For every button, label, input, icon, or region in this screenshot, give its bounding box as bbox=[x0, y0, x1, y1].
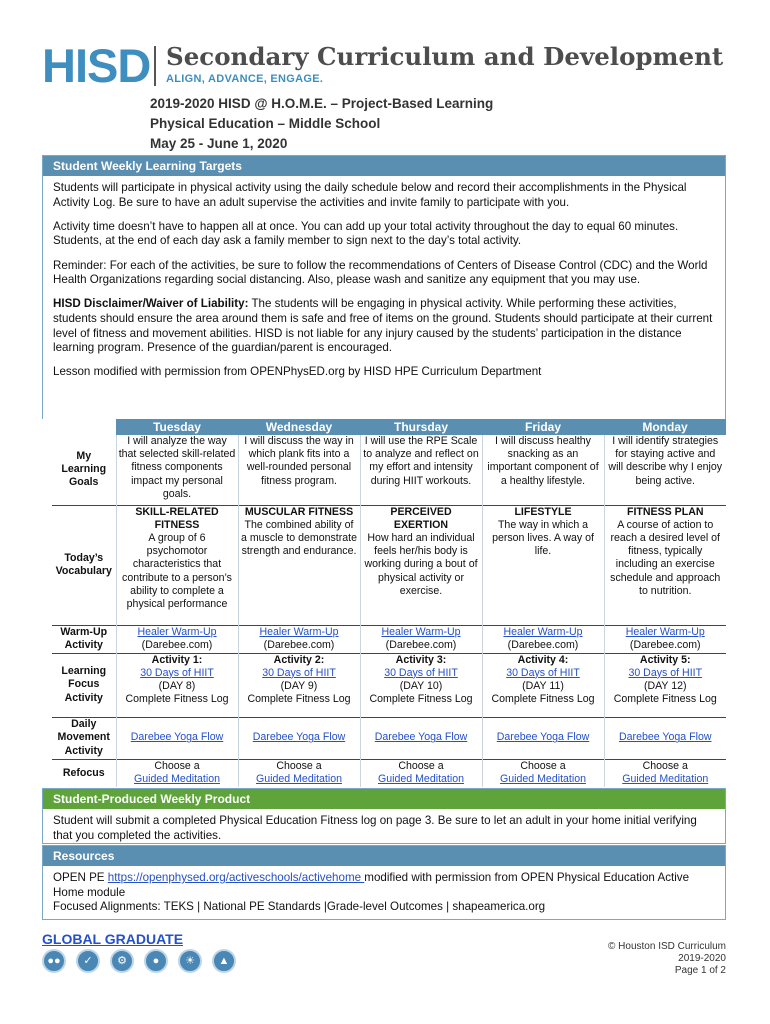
targets-paragraph: Activity time doesn’t have to happen all at once. You can add up your total activity throughout the day to equal 60 minutes. Students, at the end of each day ask a family member to sign next to the day’s total activity. bbox=[53, 219, 679, 248]
activity-day: (DAY 11) bbox=[522, 679, 564, 692]
goal-cell: I will discuss healthy snacking as an important component of a healthy lifestyle. bbox=[482, 435, 604, 505]
graduation-cap-icon: ▲ bbox=[212, 949, 236, 973]
activity-day: (DAY 9) bbox=[280, 679, 318, 692]
learning-targets-heading: Student Weekly Learning Targets bbox=[43, 156, 725, 176]
chat-icon: ● bbox=[144, 949, 168, 973]
activity-day: (DAY 8) bbox=[158, 679, 196, 692]
copyright: © Houston ISD Curriculum bbox=[608, 941, 726, 952]
resources-section bbox=[42, 845, 726, 920]
resources-heading: Resources bbox=[43, 846, 725, 866]
openphysed-link[interactable]: https://openphysed.org/activeschools/activehome bbox=[107, 871, 365, 884]
row-label: Daily Movement Activity bbox=[52, 717, 116, 759]
guided-meditation-link[interactable]: Guided Meditation bbox=[500, 772, 586, 785]
yoga-flow-link[interactable]: Darebee Yoga Flow bbox=[252, 731, 346, 744]
people-icon: ●● bbox=[42, 949, 66, 973]
vocab-cell bbox=[116, 505, 238, 625]
vocab-term: LIFESTYLE bbox=[514, 505, 572, 518]
goals-row bbox=[52, 435, 726, 505]
page-header bbox=[42, 39, 742, 92]
goal-cell: I will use the RPE Scale to analyze and reflect on my effort and intensity during HIIT workouts. bbox=[360, 435, 482, 505]
open-pe-label: OPEN PE bbox=[53, 871, 108, 884]
refocus-text: Choose a bbox=[398, 759, 444, 772]
guided-meditation-link[interactable]: Guided Meditation bbox=[378, 772, 464, 785]
refocus-text: Choose a bbox=[642, 759, 688, 772]
vocab-definition: The way in which a person lives. A way of life. bbox=[492, 518, 594, 558]
activity-number: Activity 1: bbox=[151, 653, 203, 666]
healer-warmup-link[interactable]: Healer Warm-Up bbox=[137, 625, 217, 638]
day-header: Wednesday bbox=[238, 419, 360, 435]
healer-warmup-link[interactable]: Healer Warm-Up bbox=[381, 625, 461, 638]
warmup-source: (Darebee.com) bbox=[263, 638, 335, 651]
vocab-term: MUSCULAR FITNESS bbox=[244, 505, 354, 518]
weekly-schedule bbox=[52, 419, 726, 787]
hiit-link[interactable]: 30 Days of HIIT bbox=[506, 666, 580, 679]
yoga-flow-link[interactable]: Darebee Yoga Flow bbox=[496, 731, 590, 744]
activity-number: Activity 5: bbox=[639, 653, 691, 666]
row-label: Today’s Vocabulary bbox=[52, 505, 116, 625]
daily-movement-row bbox=[52, 717, 726, 759]
learning-targets-section bbox=[42, 155, 726, 419]
vocab-cell bbox=[238, 505, 360, 625]
warmup-source: (Darebee.com) bbox=[629, 638, 701, 651]
refocus-text: Choose a bbox=[520, 759, 566, 772]
disclaimer-label: HISD Disclaimer/Waiver of Liability: bbox=[53, 297, 249, 311]
row-label: Learning Focus Activity bbox=[52, 653, 116, 717]
row-label: My Learning Goals bbox=[52, 435, 116, 505]
warmup-source: (Darebee.com) bbox=[507, 638, 579, 651]
healer-warmup-link[interactable]: Healer Warm-Up bbox=[625, 625, 705, 638]
activity-day: (DAY 12) bbox=[643, 679, 687, 692]
refocus-text: Choose a bbox=[276, 759, 322, 772]
vocab-term: PERCEIVED EXERTION bbox=[390, 505, 452, 531]
activity-number: Activity 2: bbox=[273, 653, 325, 666]
program-title: 2019-2020 HISD @ H.O.M.E. – Project-Based Learning bbox=[150, 96, 494, 111]
department-title: Secondary Curriculum and Development bbox=[166, 42, 724, 71]
day-header: Tuesday bbox=[116, 419, 238, 435]
refocus-text: Choose a bbox=[154, 759, 200, 772]
open-pe-credit: modified with permission from OPEN Physical Education Active Home module bbox=[53, 871, 690, 899]
day-header-row bbox=[52, 419, 726, 435]
vocab-definition: A course of action to reach a desired level of fitness, typically including an exercise schedule and approach to nutrition. bbox=[610, 518, 721, 597]
warmup-source: (Darebee.com) bbox=[141, 638, 213, 651]
goal-cell: I will analyze the way that selected skill-related fitness components impact my personal goals. bbox=[116, 435, 238, 505]
vocab-cell bbox=[360, 505, 482, 625]
logo-divider bbox=[154, 46, 156, 86]
weekly-product-heading: Student-Produced Weekly Product bbox=[43, 789, 725, 809]
weekly-product-section bbox=[42, 788, 726, 844]
yoga-flow-link[interactable]: Darebee Yoga Flow bbox=[374, 731, 468, 744]
hiit-link[interactable]: 30 Days of HIIT bbox=[384, 666, 458, 679]
goal-cell: I will identify strategies for staying active and will describe why I enjoy being active. bbox=[608, 435, 723, 487]
fitness-log-note: Complete Fitness Log bbox=[125, 693, 229, 706]
date-range: May 25 - June 1, 2020 bbox=[150, 136, 288, 151]
yoga-flow-link[interactable]: Darebee Yoga Flow bbox=[619, 731, 712, 744]
department-tagline: ALIGN, ADVANCE, ENGAGE. bbox=[166, 73, 324, 85]
healer-warmup-link[interactable]: Healer Warm-Up bbox=[503, 625, 583, 638]
hiit-link[interactable]: 30 Days of HIIT bbox=[140, 666, 214, 679]
vocab-term: FITNESS PLAN bbox=[626, 505, 704, 518]
row-label: Warm-Up Activity bbox=[52, 625, 116, 653]
fitness-log-note: Complete Fitness Log bbox=[247, 693, 351, 706]
day-header: Monday bbox=[604, 419, 726, 435]
activity-number: Activity 4: bbox=[517, 653, 569, 666]
vocab-cell bbox=[482, 505, 604, 625]
goal-cell: I will discuss the way in which plank fits into a well-rounded personal fitness program. bbox=[238, 435, 360, 505]
hiit-link[interactable]: 30 Days of HIIT bbox=[628, 666, 703, 679]
lesson-credit: Lesson modified with permission from OPENPhysED.org by HISD HPE Curriculum Department bbox=[53, 365, 542, 379]
page-number: Page 1 of 2 bbox=[674, 965, 726, 976]
fitness-log-note: Complete Fitness Log bbox=[369, 693, 473, 706]
focused-alignments: Focused Alignments: TEKS | National PE Standards |Grade-level Outcomes | shapeamerica.org bbox=[53, 900, 546, 914]
refocus-row bbox=[52, 759, 726, 787]
vocab-cell bbox=[604, 505, 726, 625]
warmup-source: (Darebee.com) bbox=[385, 638, 457, 651]
weekly-product-text: Student will submit a completed Physical Education Fitness log on page 3. Be sure to let an adult in your home initial verifying that you completed the activities. bbox=[53, 814, 697, 842]
document-titles bbox=[150, 94, 493, 154]
disclaimer-paragraph bbox=[53, 297, 715, 355]
footer-year: 2019-2020 bbox=[678, 953, 726, 964]
vocab-definition: A group of 6 psychomotor characteristics that contribute to a person’s ability to complete a physical performance bbox=[122, 531, 232, 610]
day-header: Friday bbox=[482, 419, 604, 435]
open-pe-line bbox=[53, 871, 715, 900]
page-footer bbox=[608, 941, 726, 977]
hiit-link[interactable]: 30 Days of HIIT bbox=[262, 666, 336, 679]
gears-icon: ⚙ bbox=[110, 949, 134, 973]
focus-row bbox=[52, 653, 726, 717]
healer-warmup-link[interactable]: Healer Warm-Up bbox=[259, 625, 339, 638]
disclaimer-text: The students will be engaging in physical activity. While performing these activities, students should ensure the area around them is safe and free of items on the ground. Students should participate at their current level of fitness and movement abilities. HISD is not liable for any injury caused by the students’ participation in the distance learning program. Presence of the guardian/parent is encouraged. bbox=[53, 297, 713, 355]
row-label: Refocus bbox=[52, 759, 116, 787]
vocab-definition: The combined ability of a muscle to demonstrate strength and endurance. bbox=[241, 518, 357, 558]
course-title: Physical Education – Middle School bbox=[150, 116, 381, 131]
fitness-log-note: Complete Fitness Log bbox=[491, 693, 595, 706]
guided-meditation-link[interactable]: Guided Meditation bbox=[134, 772, 220, 785]
lightbulb-icon: ☀ bbox=[178, 949, 202, 973]
yoga-flow-link[interactable]: Darebee Yoga Flow bbox=[130, 731, 224, 744]
day-header: Thursday bbox=[360, 419, 482, 435]
vocab-definition: How hard an individual feels her/his body is working during a bout of physical activity or exercise. bbox=[364, 531, 478, 597]
global-graduate-icons bbox=[42, 949, 236, 975]
hisd-logo: HISD bbox=[42, 39, 151, 92]
targets-paragraph: Students will participate in physical activity using the daily schedule below and record their accomplishments in the Physical Activity Log. Be sure to have an adult supervise the activities and invite family to participate with you. bbox=[53, 181, 687, 209]
check-icon: ✓ bbox=[76, 949, 100, 973]
activity-day: (DAY 10) bbox=[399, 679, 443, 692]
vocab-term: SKILL-RELATED FITNESS bbox=[135, 505, 219, 531]
guided-meditation-link[interactable]: Guided Meditation bbox=[256, 772, 342, 785]
guided-meditation-link[interactable]: Guided Meditation bbox=[622, 772, 709, 785]
vocabulary-row bbox=[52, 505, 726, 625]
targets-paragraph: Reminder: For each of the activities, be sure to follow the recommendations of Centers of Disease Control (CDC) and the World Health Organizations regarding social distancing. Also, please wash and sanitize any equipment that you may use. bbox=[53, 258, 708, 287]
warmup-row bbox=[52, 625, 726, 653]
global-graduate-link[interactable]: GLOBAL GRADUATE bbox=[42, 931, 184, 947]
activity-number: Activity 3: bbox=[395, 653, 447, 666]
fitness-log-note: Complete Fitness Log bbox=[613, 693, 717, 706]
